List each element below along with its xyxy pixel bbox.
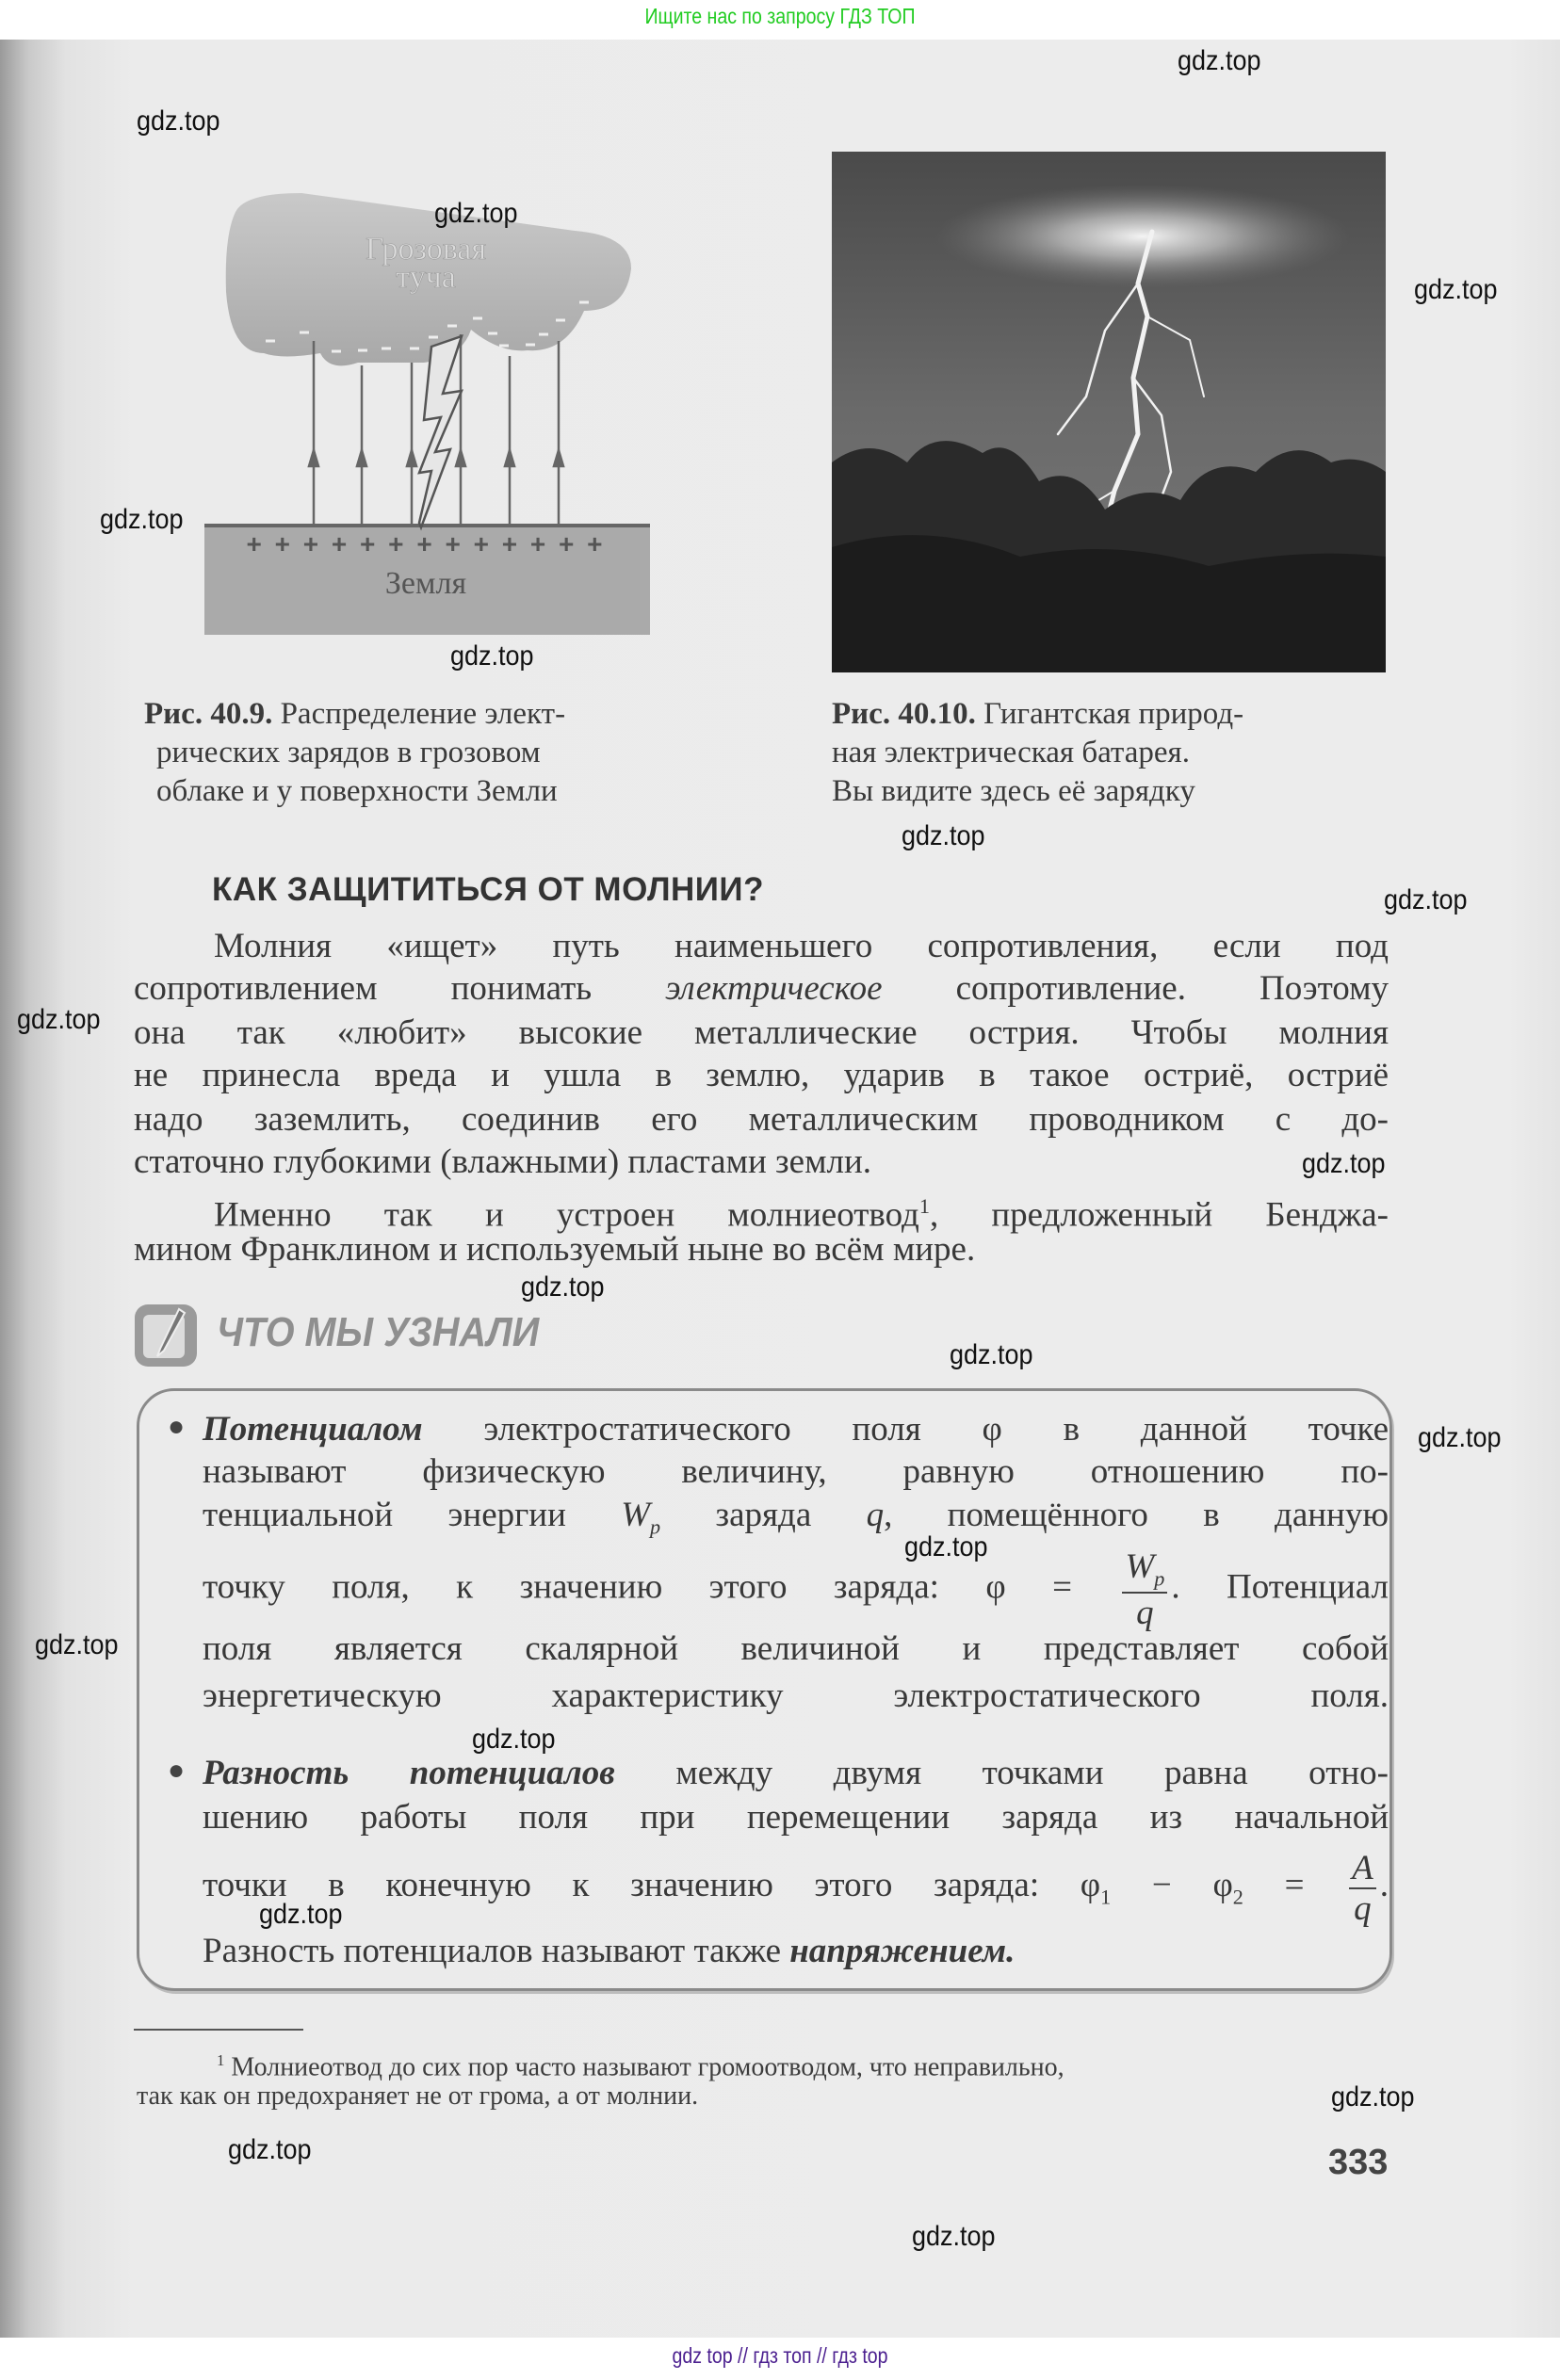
page-number: 333 <box>1328 2143 1389 2182</box>
text: = <box>1243 1866 1346 1904</box>
numerator: W <box>1125 1547 1155 1586</box>
footnote-line: так как он предохраняет не от грома, а от молнии. <box>137 2081 699 2111</box>
footnote-divider <box>134 2029 303 2031</box>
term: Потенциалом <box>203 1410 423 1449</box>
denominator: q <box>1136 1593 1154 1632</box>
fraction <box>1122 1549 1167 1630</box>
summary-line: энергетическую характеристику электростатического поля. <box>203 1676 1389 1715</box>
paragraph-line: она так «любит» высокие металлические острия. Чтобы молния <box>134 1013 1389 1052</box>
text: между двумя точками равна отно- <box>614 1754 1389 1792</box>
symbol: q <box>866 1496 885 1534</box>
watermark: gdz.top <box>902 820 985 851</box>
text: , помещённого в данную <box>884 1496 1389 1534</box>
term: напряжением. <box>789 1932 1016 1970</box>
summary-line <box>203 1752 1389 1795</box>
summary-line: поля является скалярной величиной и представляет собой <box>203 1629 1389 1668</box>
cloud-label-1: Грозовая <box>365 232 487 267</box>
paragraph-line: Молния «ищет» путь наименьшего сопротивления, если под <box>214 927 1389 965</box>
figure-40-10-caption <box>832 695 1243 811</box>
footnote-mark: 1 <box>217 2051 225 2069</box>
text: . Потенциал <box>1171 1567 1389 1607</box>
watermark: gdz.top <box>100 504 184 535</box>
text: Разность потенциалов называют также <box>203 1932 790 1970</box>
paragraph-line <box>134 1185 1389 1235</box>
watermark: gdz.top <box>17 1004 101 1035</box>
pencil-note-icon <box>132 1302 200 1369</box>
lightning-photo <box>832 152 1386 672</box>
watermark: gdz.top <box>1331 2081 1415 2113</box>
text: тенциальной энергии <box>203 1496 622 1534</box>
summary-line <box>203 1848 1389 1928</box>
section-heading: КАК ЗАЩИТИТЬСЯ ОТ МОЛНИИ? <box>212 871 764 908</box>
fraction <box>1349 1848 1376 1928</box>
thundercloud-diagram <box>188 141 678 678</box>
subscript: 2 <box>1232 1885 1243 1909</box>
footnote-ref[interactable]: 1 <box>918 1194 930 1218</box>
caption-text: рических зарядов в грозовом <box>156 736 541 769</box>
symbol: W <box>621 1496 651 1534</box>
watermark: gdz.top <box>259 1899 343 1930</box>
caption-text: облаке и у поверхности Земли <box>156 774 558 808</box>
summary-title: ЧТО МЫ УЗНАЛИ <box>217 1309 540 1355</box>
footer-links[interactable]: gdz top // гдз топ // гдз top <box>672 2343 888 2368</box>
watermark: gdz.top <box>228 2134 312 2165</box>
search-banner[interactable]: Ищите нас по запросу ГДЗ ТОП <box>644 4 916 28</box>
bullet-icon: ● <box>168 1755 186 1786</box>
caption-number: Рис. 40.9. <box>144 697 273 731</box>
text: сопротивление. Поэтому <box>882 969 1389 1008</box>
watermark: gdz.top <box>1302 1148 1386 1179</box>
summary-line: шению работы поля при перемещении заряда из начальной <box>203 1798 1389 1837</box>
ground-label: Земля <box>384 566 467 601</box>
denominator: q <box>1354 1888 1372 1928</box>
text: , предложенный Бенджа- <box>929 1195 1389 1235</box>
symbol: p <box>650 1514 661 1539</box>
watermark: gdz.top <box>521 1271 605 1303</box>
text: заряда <box>660 1496 867 1534</box>
term: Разность потенциалов <box>203 1754 615 1792</box>
watermark: gdz.top <box>1414 274 1498 305</box>
summary-line <box>203 1494 1389 1537</box>
text: электростатического поля φ в данной точке <box>422 1410 1389 1449</box>
watermark: gdz.top <box>1178 45 1261 76</box>
caption-text: Гигантская природ- <box>975 697 1244 731</box>
watermark: gdz.top <box>904 1531 988 1562</box>
paragraph-line: статочно глубокими (влажными) пластами земли. <box>134 1142 872 1181</box>
watermark: gdz.top <box>950 1339 1033 1370</box>
figure-40-9-caption <box>144 695 565 811</box>
paragraph-line: не принесла вреда и ушла в землю, ударив в такое остриё, остриё <box>134 1056 1389 1094</box>
summary-line <box>203 1547 1389 1632</box>
text: сопротивлением понимать <box>134 969 666 1008</box>
text: Именно так и устроен молниеотвод <box>214 1195 919 1235</box>
cloud-label-2: туча <box>396 260 456 295</box>
subscript: 1 <box>1100 1885 1112 1909</box>
watermark: gdz.top <box>137 105 220 137</box>
summary-line: называют физическую величину, равную отношению по- <box>203 1452 1389 1491</box>
text: точки в конечную к значению этого заряда: φ <box>203 1866 1101 1904</box>
bullet-icon: ● <box>168 1411 186 1442</box>
paragraph-line <box>134 967 1389 1011</box>
caption-text: Вы видите здесь её зарядку <box>832 774 1195 808</box>
text: − φ <box>1111 1866 1233 1904</box>
paragraph-line: надо заземлить, соединив его металлическим проводником с до- <box>134 1100 1389 1139</box>
caption-number: Рис. 40.10. <box>832 697 976 731</box>
summary-line <box>203 1408 1389 1451</box>
caption-text: ная электрическая батарея. <box>832 736 1190 769</box>
paragraph-line: мином Франклином и используемый ныне во всём мире. <box>134 1230 976 1269</box>
text: . <box>1379 1866 1389 1904</box>
watermark: gdz.top <box>434 198 518 229</box>
watermark: gdz.top <box>1418 1422 1502 1453</box>
text: Молниеотвод до сих пор часто называют громоотводом, что неправильно, <box>224 2052 1064 2082</box>
watermark: gdz.top <box>472 1724 556 1755</box>
numerator: A <box>1349 1851 1376 1889</box>
text: точку поля, к значению этого заряда: φ = <box>203 1567 1119 1607</box>
positive-charges: + + + + + + + + + + + + + <box>246 529 606 559</box>
lightning-bolt-icon <box>419 336 462 527</box>
caption-text: Распределение элект- <box>272 697 566 731</box>
italic-term: электрическое <box>665 969 883 1008</box>
watermark: gdz.top <box>1384 884 1468 915</box>
summary-line <box>203 1930 1389 1973</box>
watermark: gdz.top <box>35 1629 119 1660</box>
watermark: gdz.top <box>450 640 534 672</box>
subscript: p <box>1154 1566 1165 1591</box>
watermark: gdz.top <box>912 2221 996 2252</box>
